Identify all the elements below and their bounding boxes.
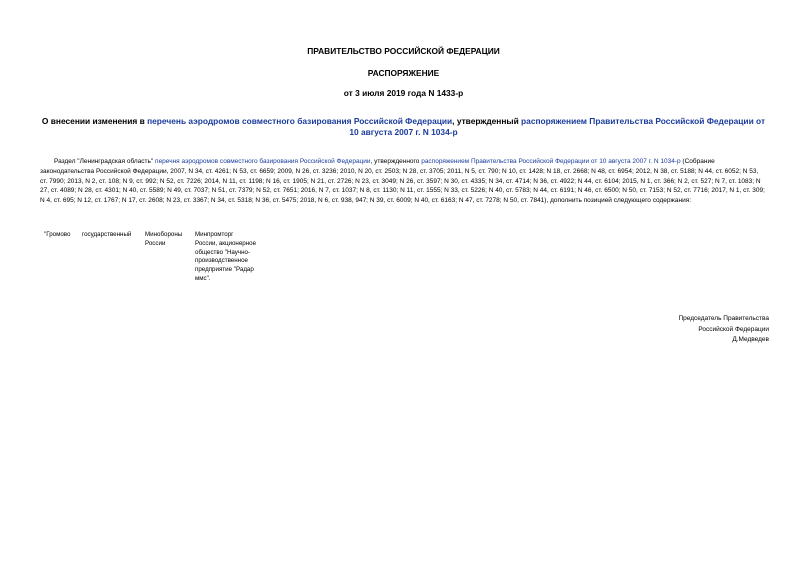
body-paragraph xyxy=(40,157,767,206)
signature-country: Российской Федерации xyxy=(698,325,769,333)
title-link-order-1034[interactable]: распоряжением Правительства Российской Федерации от 10 августа 2007 г. N 1034-р xyxy=(349,116,766,137)
title-text-1: О внесении изменения в xyxy=(41,116,148,126)
signature-name: Д.Медведев xyxy=(732,336,769,344)
government-heading: ПРАВИТЕЛЬСТВО РОССИЙСКОЙ ФЕДЕРАЦИИ xyxy=(307,46,500,56)
document-type-heading: РАСПОРЯЖЕНИЕ xyxy=(367,68,440,78)
signature-position: Председатель Правительства xyxy=(678,315,769,322)
title-text-2: , утвержденный xyxy=(452,116,522,126)
signature-block xyxy=(678,314,769,346)
title-link-airfields-list[interactable]: перечень аэродромов совместного базирования Российской Федерации xyxy=(147,116,453,126)
body-text-2: , утвержденного xyxy=(370,158,422,165)
body-text-3: (Собрание законодательства Российской Федерации, 2007, N 34, ст. 4261; N 53, ст. 6659; 2009, N 26, ст. 3236; 2010, N 20, ст. 2503; N 28, ст. 3705; 2011, N 5, ст. 790; N 10, ст. 1428; N 18, ст. 2668; N 48, ст. 6954; 2012, N 38, ст. 5188; N 44, ст. 6052; N 53, ст. 7990; 2013, N 2, ст. 108; N 9, ст. 992; N 52, ст. 7226; 2014, N 11, ст. 1198; N 16, ст. 1905; N 21, ст. 2726; N 23, ст. 3049; N 26, ст. 3597; N 30, ст. 4335; N 34, ст. 4714; N 36, ст. 4922; N 44, ст. 6104; 2015, N 1, ст. 366; N 2, ст. 527; N 7, ст. 1083; N 27, ст. 4089; N 28, ст. 4301; N 40, ст. 5589; N 49, ст. 7037; N 51, ст. 7379; N 52, ст. 7651; 2016, N 7, ст. 1037; N 8, ст. 1130; N 11, ст. 1555; N 33, ст. 5226; N 40, ст. 5783; N 44, ст. 6191; N 46, ст. 6500; N 50, ст. 7153; N 52, ст. 7716; 2017, N 1, ст. 309; N 4, ст. 695; N 12, ст. 1767; N 17, ст. 2608; N 23, ст. 3367; N 34, ст. 5318; N 36, ст. 5475; 2018, N 6, ст. 938, 947; N 39, ст. 6009; N 40, ст. 6163; N 47, ст. 7278; N 50, ст. 7841), дополнить позицией следующего содержания: xyxy=(40,158,765,205)
airfield-status-cell: государственный xyxy=(82,231,132,238)
airfield-ministry-cell: Минобороны России xyxy=(145,231,183,247)
document-title xyxy=(40,116,767,138)
body-text-1: Раздел "Ленинградская область" xyxy=(54,158,156,165)
body-link-order-1034[interactable]: распоряжением Правительства Российской Федерации от 10 августа 2007 г. N 1034-р xyxy=(421,158,681,165)
airfield-name-cell: "Громово xyxy=(44,231,71,238)
document-date-number: от 3 июля 2019 года N 1433-р xyxy=(343,88,464,98)
body-link-airfields-list[interactable]: перечня аэродромов совместного базирования Российской Федерации xyxy=(155,158,371,165)
airfield-operator-cell: Минпромторг России, акционерное общество "Научно-производственное предприятие "Радар ммс". xyxy=(195,231,257,282)
